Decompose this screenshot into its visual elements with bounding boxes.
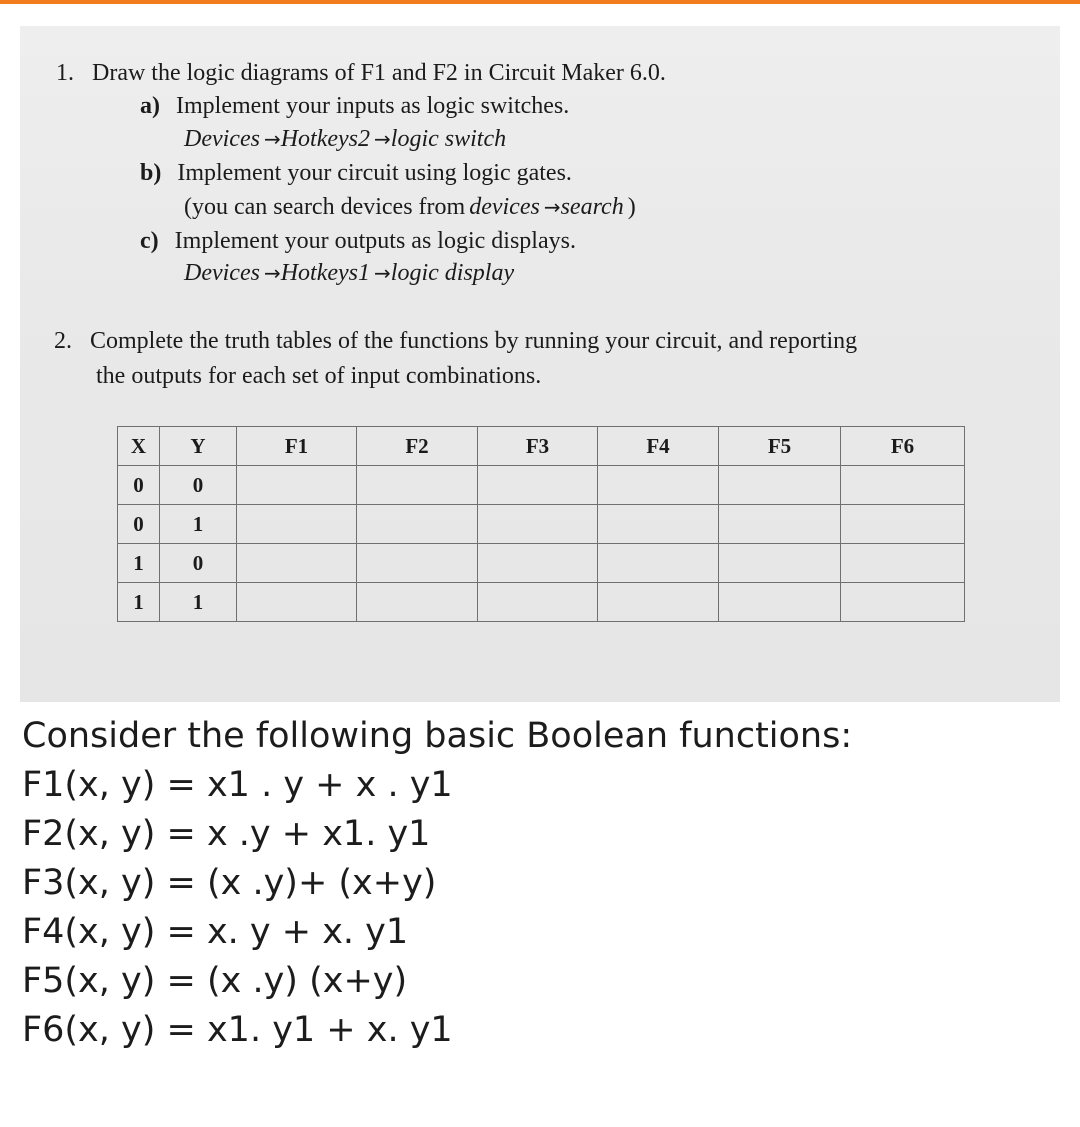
path-hotkeys1: Hotkeys1 xyxy=(280,260,371,286)
cell-x: 0 xyxy=(118,466,160,505)
path-hotkeys2: Hotkeys2 xyxy=(280,126,371,152)
cell-f2 xyxy=(357,544,478,583)
question-1b-label: b) xyxy=(140,160,162,186)
path-devices: Devices xyxy=(184,260,260,286)
functions-intro: Consider the following basic Boolean functions: xyxy=(22,716,853,756)
question-1b-text: Implement your circuit using logic gates. xyxy=(177,160,572,186)
cell-f4 xyxy=(598,544,719,583)
function-f4: F4(x, y) = x. y + x. y1 xyxy=(22,912,409,952)
note-prefix: (you can search devices from xyxy=(184,194,466,220)
cell-f6 xyxy=(841,544,965,583)
header-x: X xyxy=(118,427,160,466)
header-f4: F4 xyxy=(598,427,719,466)
question-1 xyxy=(56,60,666,87)
header-f2: F2 xyxy=(357,427,478,466)
cell-x: 1 xyxy=(118,583,160,622)
question-2-line2 xyxy=(96,363,541,390)
table-row xyxy=(118,466,965,505)
cell-f1 xyxy=(237,505,357,544)
note-suffix: ) xyxy=(627,194,636,220)
question-2-number: 2. xyxy=(54,328,72,354)
question-1a xyxy=(140,93,569,120)
function-f2: F2(x, y) = x .y + x1. y1 xyxy=(22,814,431,854)
cell-f6 xyxy=(841,505,965,544)
question-1c-label: c) xyxy=(140,228,159,254)
cell-f2 xyxy=(357,466,478,505)
cell-f5 xyxy=(719,505,841,544)
cell-f3 xyxy=(478,544,598,583)
cell-f3 xyxy=(478,466,598,505)
cell-x: 0 xyxy=(118,505,160,544)
function-f1: F1(x, y) = x1 . y + x . y1 xyxy=(22,765,453,805)
cell-f5 xyxy=(719,544,841,583)
question-1b-note xyxy=(184,194,636,221)
function-f5: F5(x, y) = (x .y) (x+y) xyxy=(22,961,408,1001)
question-1b xyxy=(140,160,572,187)
truth-table xyxy=(117,426,965,622)
arrow-right-icon: → xyxy=(374,261,391,285)
question-1c-path xyxy=(184,260,514,287)
cell-f3 xyxy=(478,583,598,622)
question-1-number: 1. xyxy=(56,60,74,86)
question-2 xyxy=(54,328,857,355)
cell-y: 1 xyxy=(160,505,237,544)
header-f6: F6 xyxy=(841,427,965,466)
path-devices: Devices xyxy=(184,126,260,152)
arrow-right-icon: → xyxy=(263,127,281,151)
cell-y: 0 xyxy=(160,466,237,505)
question-1a-path xyxy=(184,126,506,153)
header-y: Y xyxy=(160,427,237,466)
note-search: search xyxy=(560,194,624,220)
question-1c xyxy=(140,228,576,255)
cell-x: 1 xyxy=(118,544,160,583)
function-f3: F3(x, y) = (x .y)+ (x+y) xyxy=(22,863,437,903)
cell-f4 xyxy=(598,466,719,505)
cell-f3 xyxy=(478,505,598,544)
arrow-right-icon: → xyxy=(263,261,281,285)
cell-y: 1 xyxy=(160,583,237,622)
function-f6: F6(x, y) = x1. y1 + x. y1 xyxy=(22,1010,453,1050)
table-row xyxy=(118,583,965,622)
cell-f1 xyxy=(237,544,357,583)
cell-f4 xyxy=(598,583,719,622)
assignment-photo xyxy=(20,26,1060,702)
boolean-functions-section xyxy=(22,712,1062,1055)
cell-f5 xyxy=(719,583,841,622)
cell-f2 xyxy=(357,583,478,622)
cell-f1 xyxy=(237,466,357,505)
cell-f5 xyxy=(719,466,841,505)
question-2-line2-text: the outputs for each set of input combinations. xyxy=(96,363,542,389)
path-logic-switch: logic switch xyxy=(390,126,507,152)
cell-f4 xyxy=(598,505,719,544)
path-logic-display: logic display xyxy=(390,260,515,286)
question-1a-label: a) xyxy=(140,93,160,119)
truth-table-header-row xyxy=(118,427,965,466)
header-f1: F1 xyxy=(237,427,357,466)
header-f3: F3 xyxy=(478,427,598,466)
arrow-right-icon: → xyxy=(374,127,391,151)
question-2-line1: Complete the truth tables of the functions by running your circuit, and reporting xyxy=(90,328,858,354)
table-row xyxy=(118,544,965,583)
cell-f2 xyxy=(357,505,478,544)
header-f5: F5 xyxy=(719,427,841,466)
question-1-text: Draw the logic diagrams of F1 and F2 in Circuit Maker 6.0. xyxy=(92,60,666,86)
cell-f1 xyxy=(237,583,357,622)
cell-y: 0 xyxy=(160,544,237,583)
cell-f6 xyxy=(841,583,965,622)
note-devices: devices xyxy=(469,194,540,220)
table-row xyxy=(118,505,965,544)
arrow-right-icon: → xyxy=(543,195,561,219)
cell-f6 xyxy=(841,466,965,505)
top-accent-bar xyxy=(0,0,1080,4)
question-1a-text: Implement your inputs as logic switches. xyxy=(176,93,570,119)
question-1c-text: Implement your outputs as logic displays. xyxy=(174,228,576,254)
